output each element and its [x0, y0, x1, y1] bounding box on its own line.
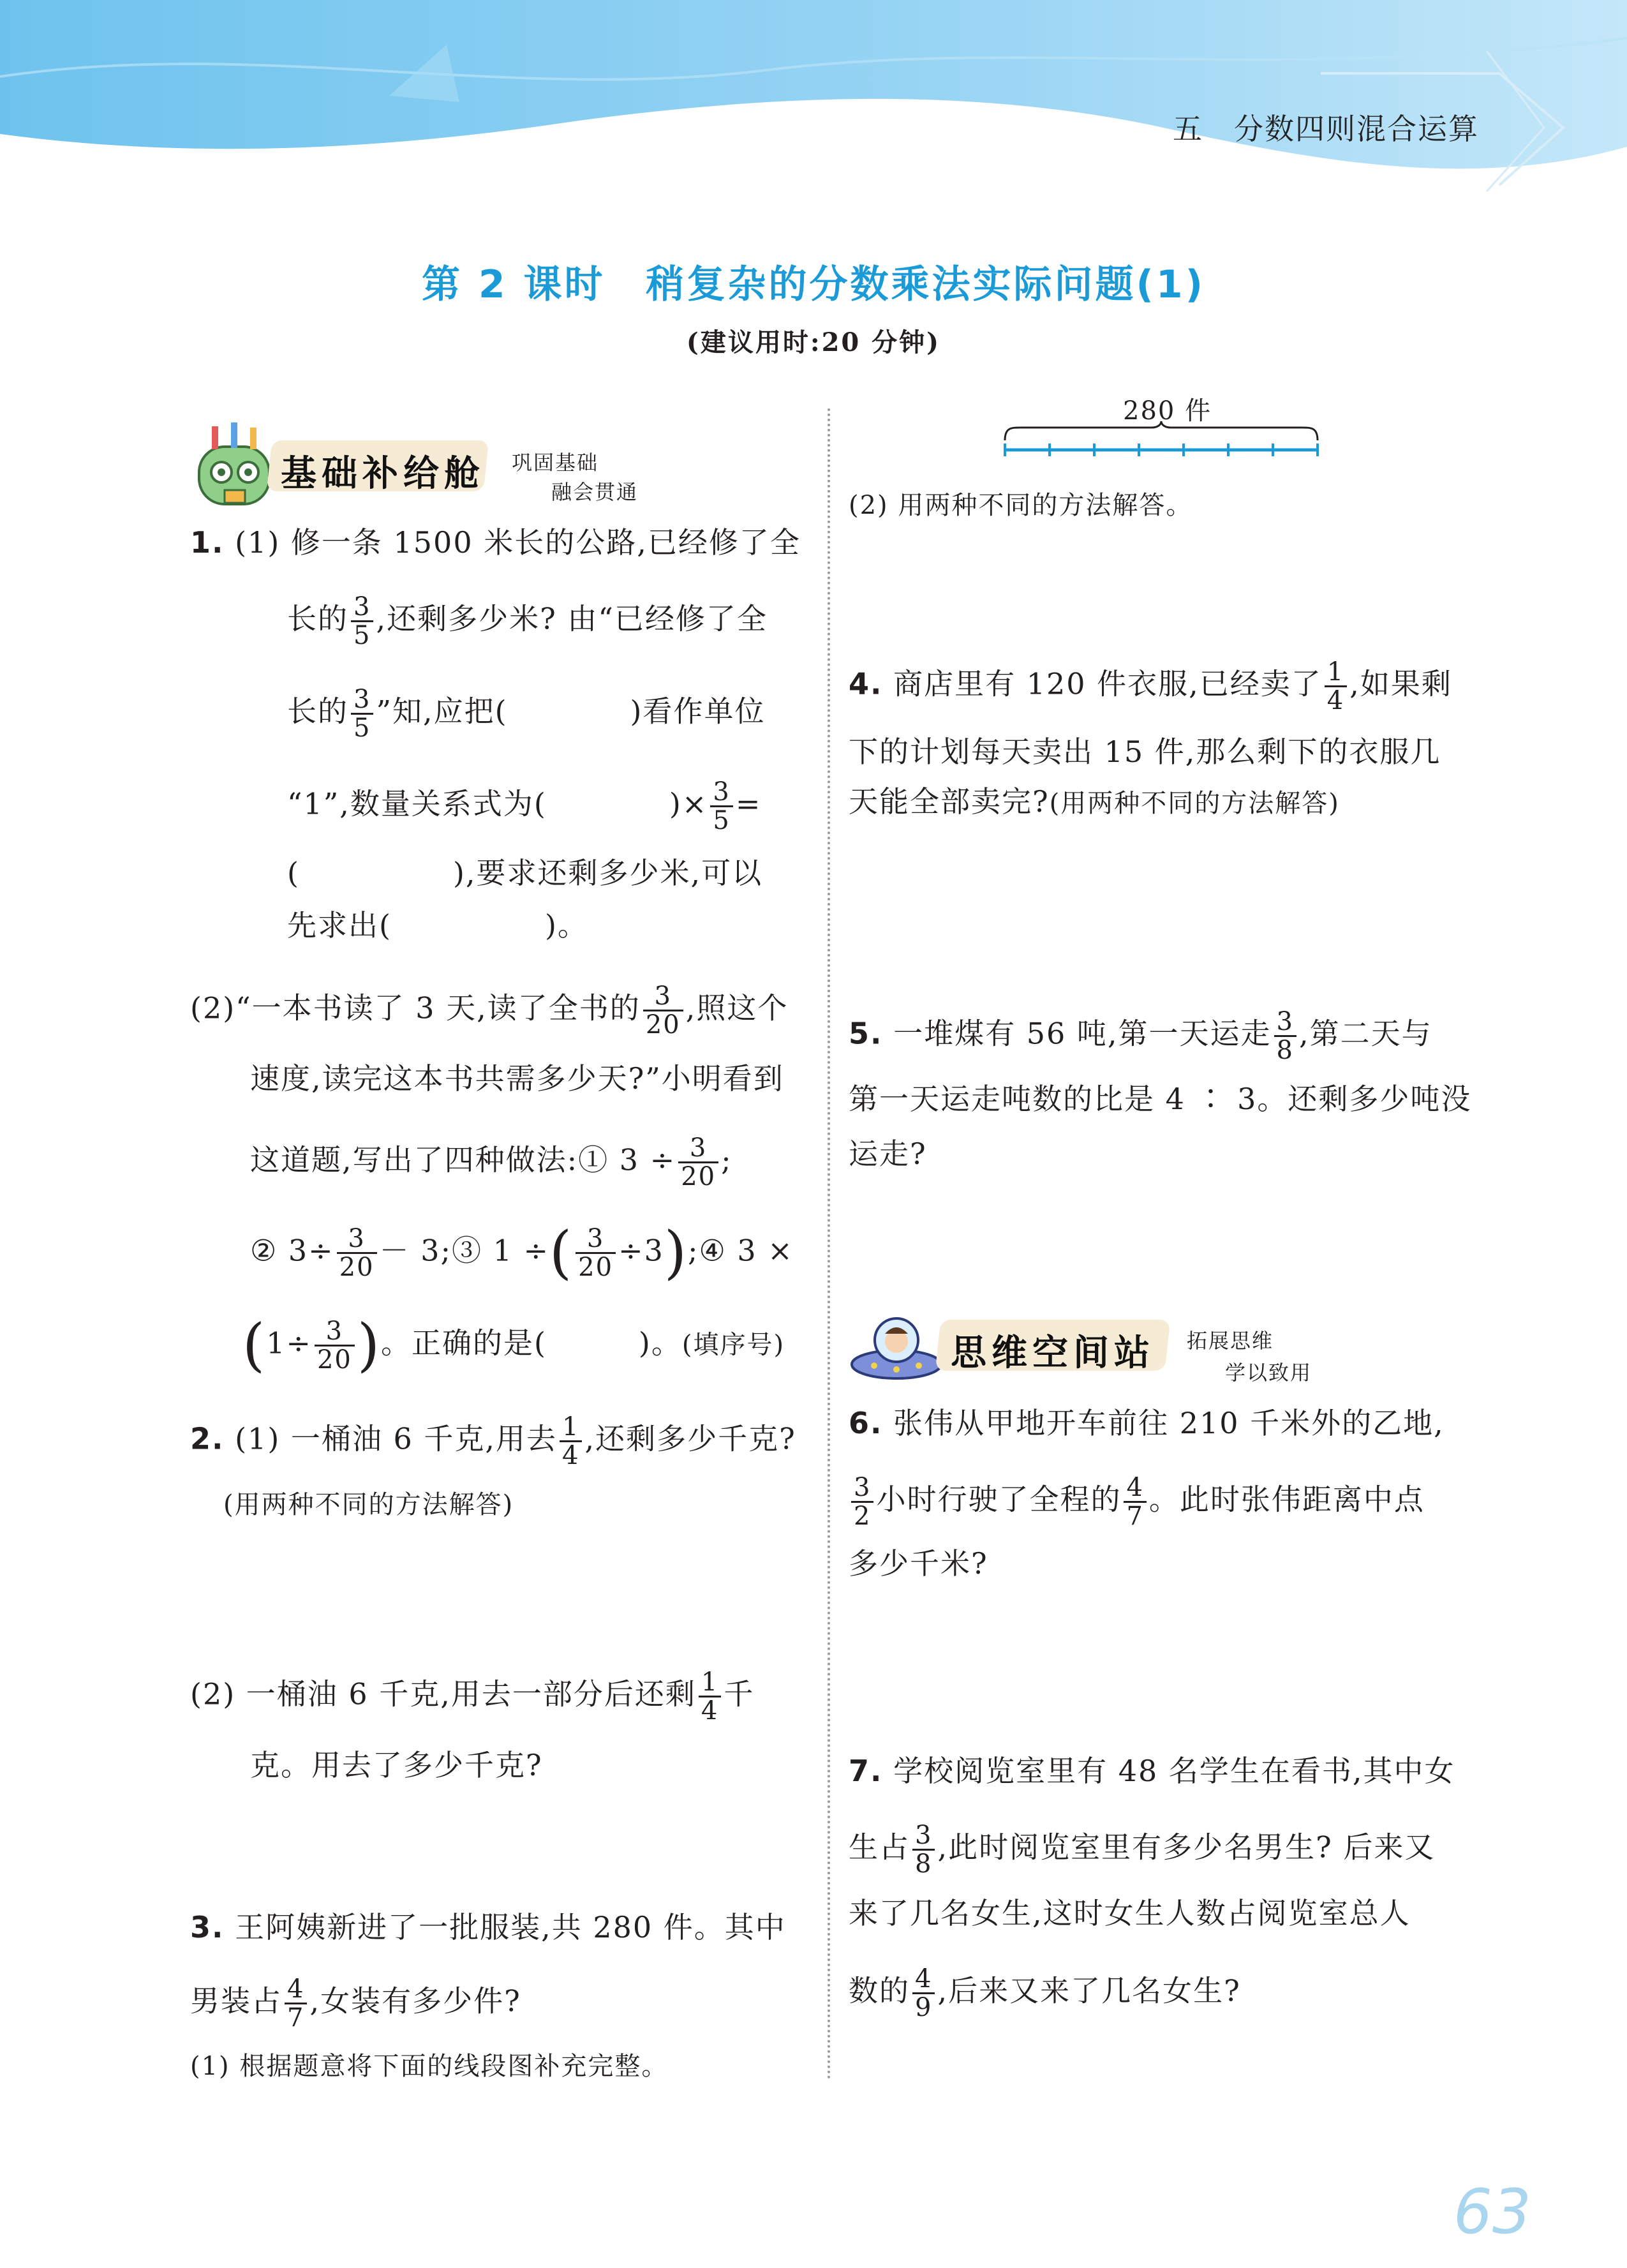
- question-number: 1.: [190, 525, 225, 560]
- fraction: $\frac{3}{8}$: [1274, 1008, 1296, 1064]
- q5-text: 一堆煤有 56 吨,第一天运走: [893, 1016, 1272, 1051]
- q1-text: ② 3÷: [250, 1233, 334, 1268]
- q1-text: － 3;③ 1 ÷: [379, 1233, 550, 1268]
- q6-text: 张伟从甲地开车前往 210 千米外的乙地,: [893, 1406, 1445, 1440]
- fraction: $\frac{4}{9}$: [912, 1966, 935, 2021]
- q1-note: (填序号): [681, 1330, 785, 1360]
- fraction: $\frac{3}{5}$: [351, 593, 373, 649]
- q2-text: (2) 一桶油 6 千克,用去一部分后还剩: [190, 1676, 696, 1712]
- fraction: $\frac{4}{7}$: [1124, 1474, 1146, 1530]
- fraction: $\frac{3}{20}$: [337, 1225, 377, 1281]
- q1-text: “1”,数量关系式为( )×: [287, 786, 708, 821]
- q2-line-1: [190, 1414, 796, 1469]
- q6-line-1: [849, 1404, 1445, 1442]
- q7-line-2: [849, 1822, 1435, 1877]
- q3-text: ,女装有多少件?: [309, 1983, 521, 2018]
- q6-text: 小时行驶了全程的: [876, 1482, 1122, 1517]
- chapter-title: 五 分数四则混合运算: [1173, 112, 1479, 146]
- q2-text: (1) 一桶油 6 千克,用去: [235, 1421, 558, 1456]
- q7-line-3: 来了几名女生,这时女生人数占阅览室总人: [849, 1896, 1411, 1930]
- q1-line-4: [287, 779, 761, 834]
- q1-text: ;: [721, 1142, 732, 1177]
- q1-text: (1) 修一条 1500 米长的公路,已经修了全: [235, 525, 801, 560]
- segment-total-label: 280 件: [1123, 396, 1212, 426]
- fraction: $\frac{1}{4}$: [699, 1669, 721, 1724]
- q3-part-2: (2) 用两种不同的方法解答。: [849, 491, 1193, 520]
- q1-text: 长的: [287, 694, 348, 729]
- question-number: 4.: [849, 666, 883, 701]
- q7-line-4: [849, 1966, 1241, 2021]
- fraction: $\frac{1}{4}$: [1325, 659, 1347, 714]
- q6-line-2: [849, 1474, 1425, 1530]
- column-divider: [828, 408, 830, 2080]
- q1-2-line-3: [250, 1135, 732, 1190]
- q2-text: 千: [724, 1676, 755, 1712]
- fraction: $\frac{3}{8}$: [912, 1822, 935, 1877]
- header-wave-banner: [0, 0, 1627, 211]
- q4-line-2: 下的计划每天卖出 15 件,那么剩下的衣服几: [849, 735, 1441, 769]
- q4-line-3: [849, 782, 1340, 823]
- q2-text: ,还剩多少千克?: [584, 1421, 796, 1456]
- fraction: $\frac{3}{5}$: [351, 686, 373, 742]
- q3-line-1: [190, 1908, 786, 1946]
- q1-2-line-1: [190, 983, 788, 1038]
- q1-line-1: [190, 523, 801, 562]
- q1-text: =: [735, 786, 762, 821]
- page-number: 63: [1453, 2176, 1531, 2248]
- section-badge-thinking: [849, 1302, 1359, 1391]
- section-subtitle-1: 巩固基础: [512, 451, 599, 475]
- question-number: 7.: [849, 1754, 883, 1788]
- q3-part-1: (1) 根据题意将下面的线段图补充完整。: [190, 2052, 669, 2081]
- q1-2-line-4: ② 3÷ $\frac{3}{20}$ － 3;③ 1 ÷( $\frac{3}{20}$ ÷3);④ 3 ×: [250, 1219, 794, 1287]
- fraction: $\frac{3}{5}$: [710, 779, 732, 834]
- section-subtitle-2: 融会贯通: [551, 480, 639, 504]
- segment-diagram: [1002, 421, 1321, 459]
- q1-line-5: ( ),要求还剩多少米,可以: [287, 856, 763, 890]
- q5-line-2: 第一天运走吨数的比是 4 ∶ 3。还剩多少吨没: [849, 1082, 1472, 1116]
- fraction: $\frac{3}{20}$: [576, 1225, 616, 1281]
- q7-text: 学校阅览室里有 48 名学生在看书,其中女: [893, 1754, 1455, 1788]
- q7-text: ,后来又来了几名女生?: [937, 1973, 1241, 2008]
- q1-line-2: [287, 593, 768, 649]
- q5-line-1: [849, 1008, 1432, 1064]
- q3-text: 男装占: [190, 1983, 282, 2018]
- fraction: $\frac{3}{20}$: [315, 1318, 355, 1373]
- section-title: 思维空间站: [951, 1332, 1155, 1374]
- q1-text: ;④ 3 ×: [688, 1233, 794, 1268]
- ufo-astronaut-icon: [849, 1308, 944, 1385]
- section-subtitle-1: 拓展思维: [1187, 1329, 1274, 1353]
- q4-text: 商店里有 120 件衣服,已经卖了: [893, 666, 1322, 701]
- q5-text: ,第二天与: [1298, 1016, 1432, 1051]
- q1-2-line-2: 速度,读完这本书共需多少天?”小明看到: [250, 1061, 784, 1096]
- q1-line-6: 先求出( )。: [287, 908, 588, 943]
- q1-text: 长的: [287, 601, 348, 636]
- q6-text: 。此时张伟距离中点: [1148, 1482, 1425, 1517]
- q1-text: ,还剩多少米? 由“已经修了全: [376, 601, 768, 636]
- question-number: 3.: [190, 1910, 225, 1944]
- section-title: 基础补给舱: [281, 452, 485, 495]
- question-number: 6.: [849, 1406, 883, 1440]
- q2-2-line-2: 克。用去了多少千克?: [250, 1748, 543, 1782]
- robot-house-icon: [186, 421, 282, 511]
- question-number: 2.: [190, 1421, 225, 1456]
- q2-2-line-1: [190, 1669, 754, 1724]
- q4-text: 天能全部卖完?: [849, 784, 1050, 819]
- q1-line-3: [287, 686, 765, 742]
- q3-line-2: [190, 1976, 521, 2031]
- q1-text: 这道题,写出了四种做法:① 3 ÷: [250, 1142, 676, 1177]
- q1-text: 1÷: [266, 1325, 312, 1361]
- q1-text: ,照这个: [685, 990, 789, 1026]
- q1-text: (2)“一本书读了 3 天,读了全书的: [190, 990, 641, 1026]
- q1-text: ”知,应把( )看作单位: [376, 694, 766, 729]
- section-badge-basic: [186, 421, 658, 511]
- q1-text: 。正确的是( )。: [380, 1325, 682, 1361]
- q5-line-3: 运走?: [849, 1137, 927, 1171]
- section-subtitle-2: 学以致用: [1225, 1361, 1312, 1385]
- fraction: $\frac{1}{4}$: [560, 1414, 582, 1469]
- q2-note: (用两种不同的方法解答): [223, 1490, 514, 1519]
- q7-text: ,此时阅览室里有多少名男生? 后来又: [937, 1830, 1436, 1865]
- q4-note: (用两种不同的方法解答): [1049, 789, 1340, 818]
- q7-text: 数的: [849, 1973, 910, 2008]
- suggested-time: (建议用时:20 分钟): [686, 327, 941, 357]
- fraction: $\frac{3}{2}$: [851, 1474, 873, 1530]
- q7-line-1: [849, 1752, 1455, 1790]
- question-number: 5.: [849, 1016, 883, 1051]
- q3-text: 王阿姨新进了一批服装,共 280 件。其中: [235, 1910, 786, 1944]
- q4-line-1: [849, 659, 1452, 714]
- q7-text: 生占: [849, 1830, 910, 1865]
- q1-text: ÷3: [618, 1233, 664, 1268]
- fraction: $\frac{3}{20}$: [678, 1135, 718, 1190]
- lesson-title: 第 2 课时 稍复杂的分数乘法实际问题(1): [421, 262, 1206, 307]
- q1-2-line-5: (1÷ $\frac{3}{20}$ )。正确的是( )。(填序号): [242, 1311, 785, 1379]
- fraction: $\frac{3}{20}$: [643, 983, 683, 1038]
- q6-line-3: 多少千米?: [849, 1546, 988, 1581]
- q4-text: ,如果剩: [1349, 666, 1452, 701]
- fraction: $\frac{4}{7}$: [285, 1976, 307, 2031]
